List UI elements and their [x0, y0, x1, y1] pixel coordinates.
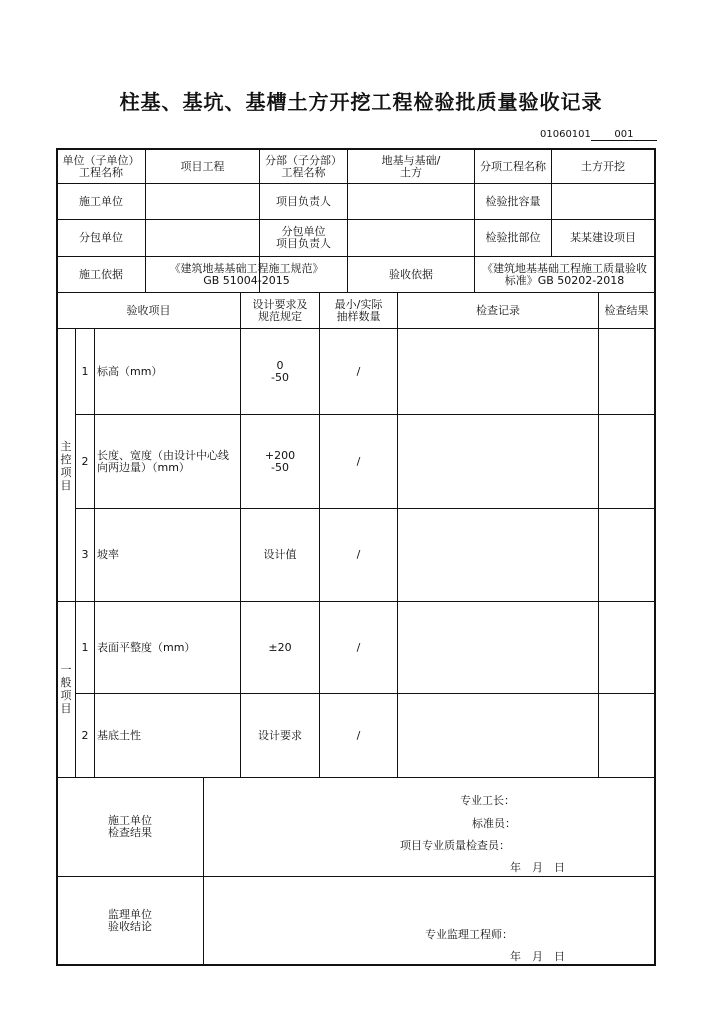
- row-item-name: 表面平整度（mm）: [97, 640, 196, 654]
- acceptance-basis-label: 验收依据: [389, 267, 433, 281]
- sub-manager-value[interactable]: [348, 220, 474, 256]
- supervision-engineer-signature: 专业监理工程师：: [425, 928, 513, 941]
- general-group-label: 一般项目: [60, 663, 72, 715]
- page-title: 柱基、基坑、基槽土方开挖工程检验批质量验收记录: [119, 90, 603, 114]
- project-manager-value[interactable]: [348, 184, 474, 219]
- supervision-date: 年 月 日: [510, 950, 565, 963]
- subcontractor-value[interactable]: [146, 220, 259, 256]
- row-number: 3: [81, 548, 89, 561]
- batch-location-label: 检验批部位: [485, 231, 541, 244]
- main-control-group-label: 主控项目: [60, 440, 72, 492]
- supervision-label: 监理单位 验收结论: [108, 907, 152, 933]
- col-check-record: 检查记录: [476, 303, 520, 317]
- project-manager-label: 项目负责人: [276, 194, 331, 208]
- row-design-value: 0 -50: [271, 358, 289, 384]
- doc-serial: 001: [591, 129, 657, 141]
- row-sample-value: /: [356, 548, 361, 561]
- item-name-value: 土方开挖: [581, 159, 625, 173]
- col-acceptance-item: 验收项目: [126, 303, 171, 317]
- constructor-value[interactable]: [146, 184, 259, 219]
- quality-inspector-signature: 项目专业质量检查员：: [400, 839, 510, 852]
- row-design-value: ±20: [268, 640, 292, 654]
- row-design-value: 设计要求: [258, 728, 302, 742]
- col-sample-count: 最小/实际 抽样数量: [334, 297, 383, 323]
- batch-capacity-value[interactable]: [552, 184, 654, 219]
- col-check-result: 检查结果: [604, 303, 649, 317]
- row-number: 2: [81, 454, 89, 468]
- row-sample-value: /: [356, 454, 361, 468]
- construction-date: 年 月 日: [510, 861, 565, 874]
- row-sample-value: /: [356, 640, 361, 654]
- row-design-value: +200 -50: [264, 448, 296, 474]
- row-number: 2: [81, 728, 89, 742]
- row-sample-value: /: [356, 728, 361, 742]
- row-design-value: 设计值: [263, 548, 297, 561]
- construction-check-label: 施工单位 检查结果: [108, 814, 152, 839]
- part-name-value: 地基与基础/ 土方: [381, 153, 441, 179]
- sub-manager-label: 分包单位 项目负责人: [276, 225, 331, 250]
- batch-capacity-label: 检验批容量: [485, 194, 541, 208]
- item-name-label: 分项工程名称: [480, 159, 546, 173]
- part-name-label: 分部（子分部） 工程名称: [265, 153, 342, 179]
- row-sample-value: /: [356, 364, 361, 378]
- unit-name-label: 单位（子单位） 工程名称: [62, 153, 140, 179]
- constructor-label: 施工单位: [79, 194, 123, 208]
- row-item-name: 基底土性: [97, 728, 141, 742]
- row-number: 1: [81, 364, 89, 378]
- foreman-signature: 专业工长：: [460, 794, 515, 807]
- batch-location-value: 某某建设项目: [570, 231, 636, 244]
- doc-number: [540, 129, 657, 141]
- col-design-requirement: 设计要求及 规范规定: [252, 297, 308, 323]
- row-item-name: 标高（mm）: [97, 364, 163, 378]
- row-number: 1: [81, 640, 89, 654]
- unit-name-value: 项目工程: [180, 159, 225, 173]
- inspector-signature: 标准员：: [472, 817, 516, 830]
- row-item-name: 坡率: [97, 548, 119, 561]
- row-item-name: 长度、宽度（由设计中心线 向两边量）（mm）: [97, 448, 229, 474]
- doc-code: 01060101: [540, 129, 591, 140]
- construction-basis-value: 《建筑地基基础工程施工规范》 GB 51004-2015: [169, 261, 324, 287]
- construction-basis-label: 施工依据: [79, 267, 123, 281]
- acceptance-basis-value: 《建筑地基基础工程施工质量验收 标准》GB 50202-2018: [482, 261, 647, 287]
- subcontractor-label: 分包单位: [79, 231, 123, 244]
